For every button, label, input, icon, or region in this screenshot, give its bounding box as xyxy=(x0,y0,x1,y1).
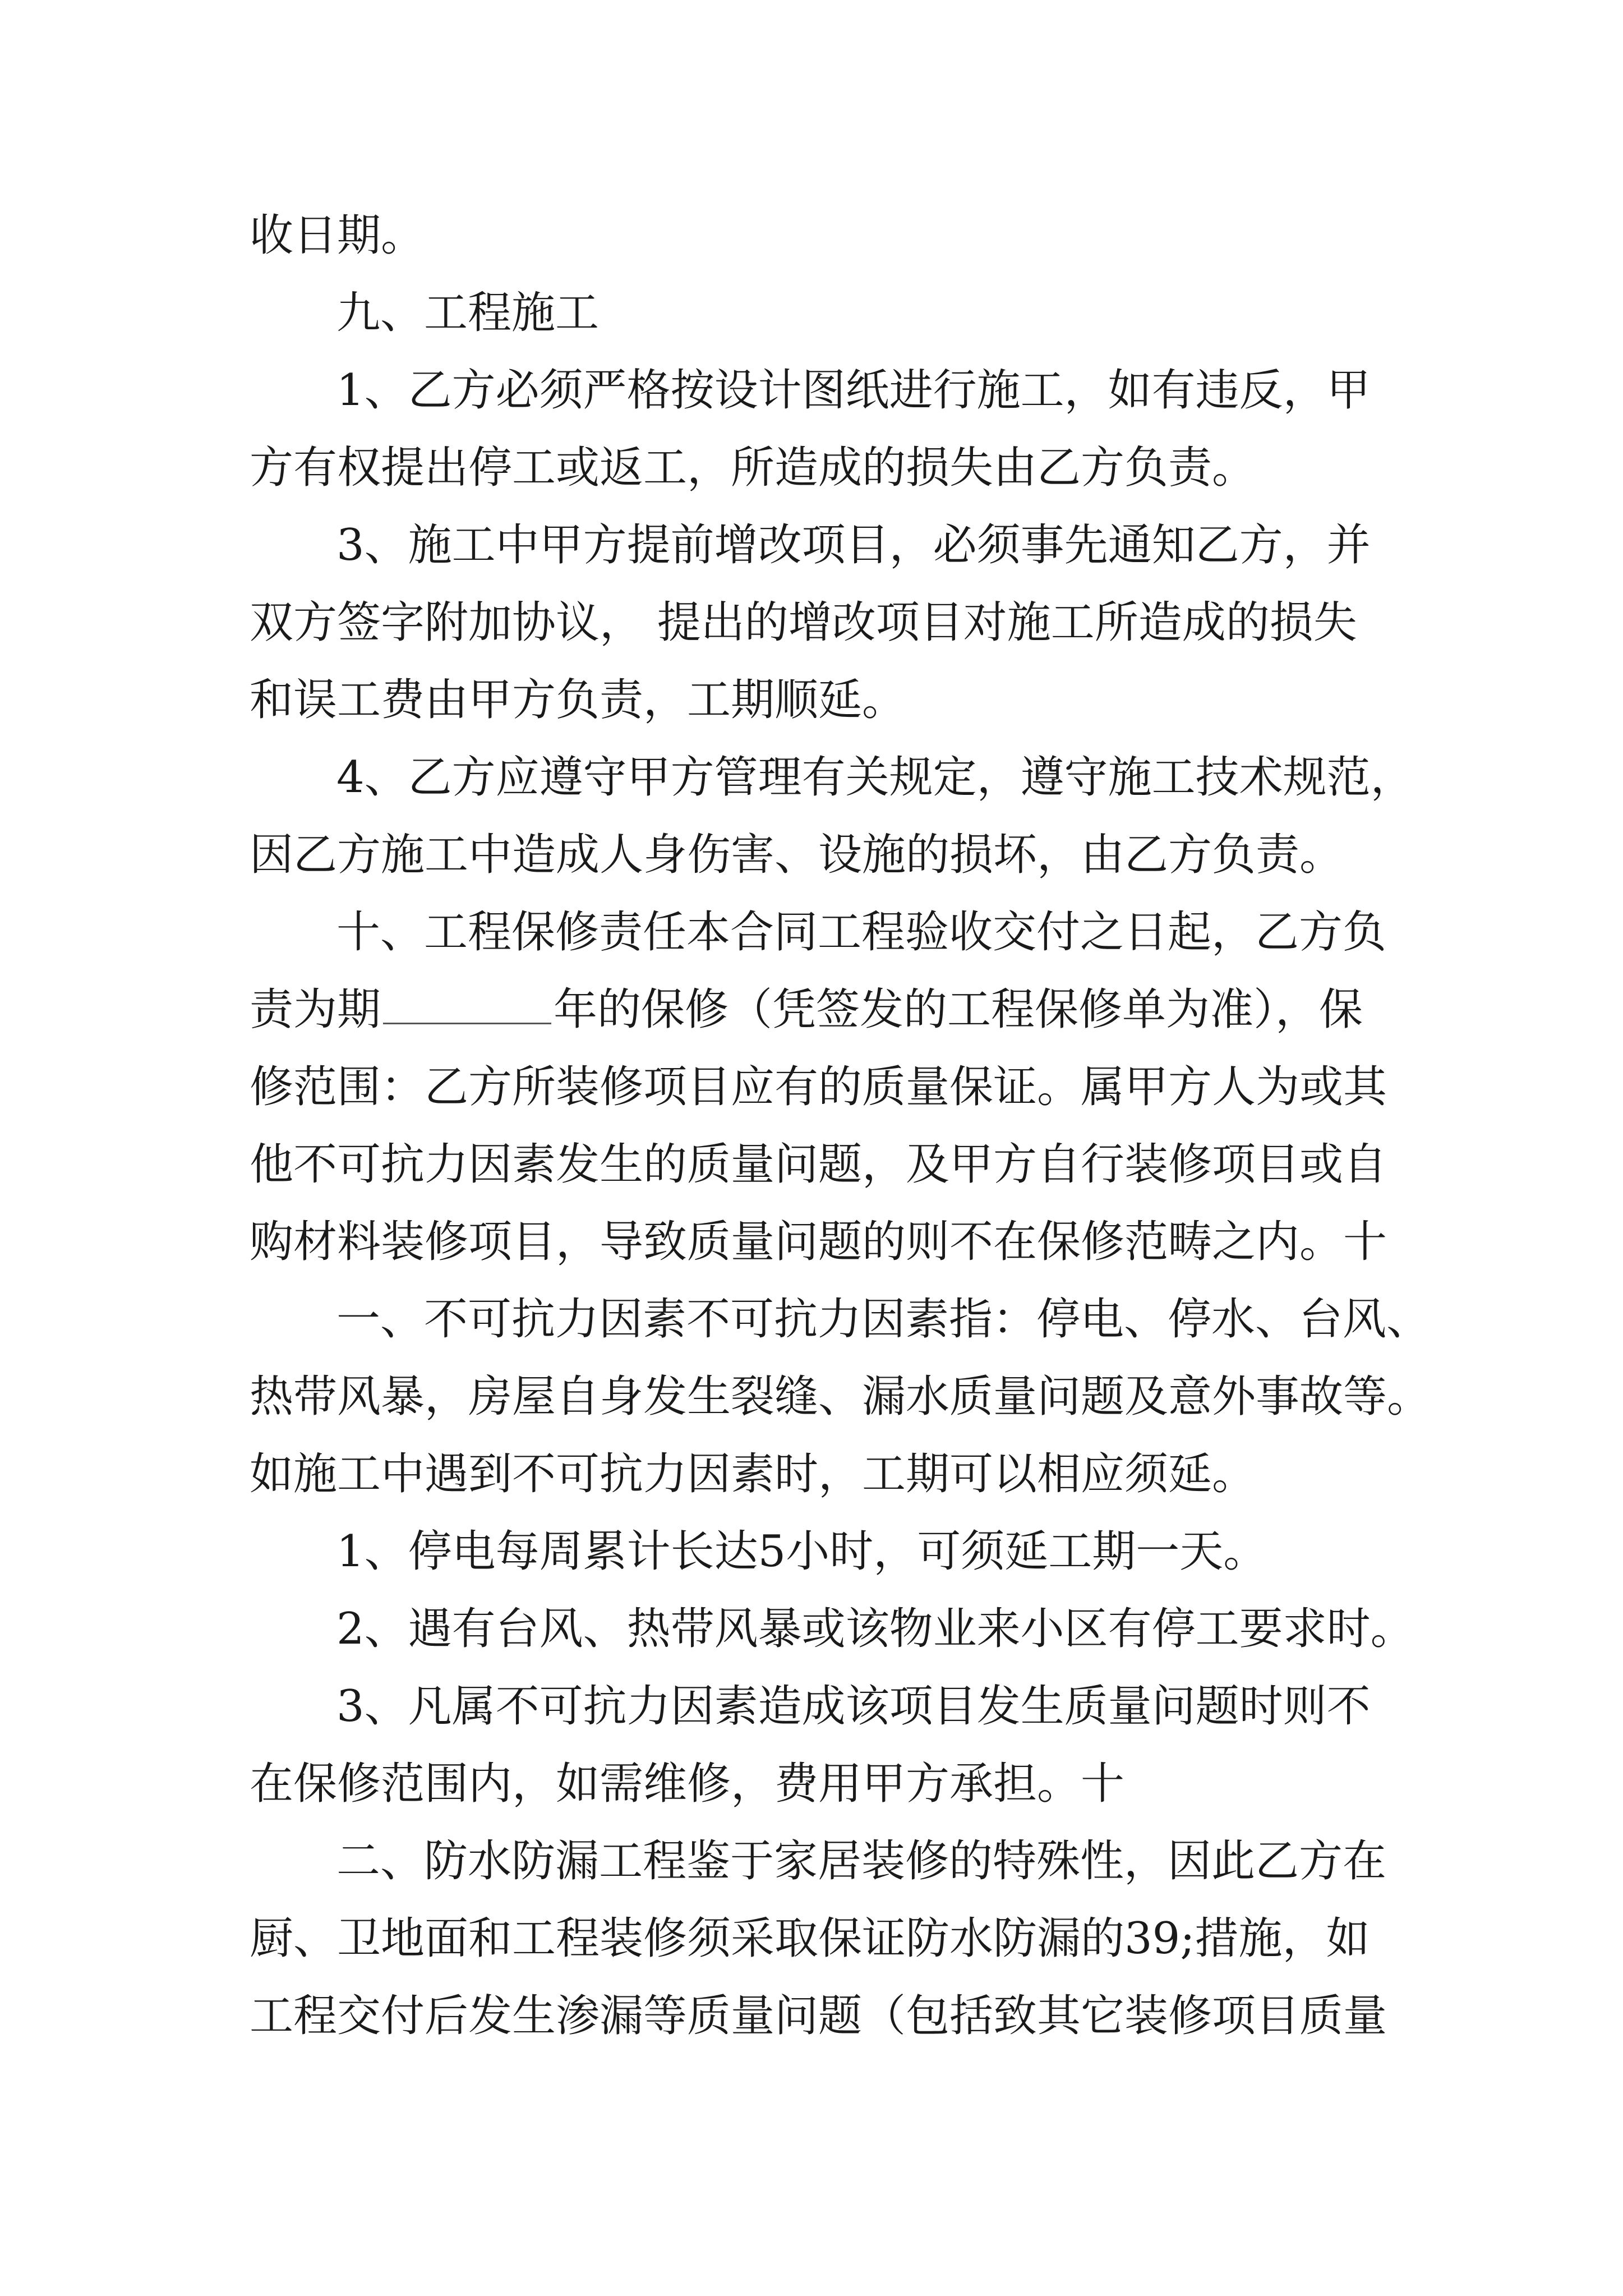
text-line: 1、乙方必须严格按设计图纸进行施工，如有违反，甲 xyxy=(336,365,1371,416)
text-line: 3、施工中甲方提前增改项目，必须事先通知乙方，并 xyxy=(336,520,1371,570)
text-line: 和误工费由甲方负责，工期顺延。 xyxy=(250,675,906,725)
text-line: 1、停电每周累计长达5小时，可须延工期一天。 xyxy=(336,1526,1267,1577)
text-line: 双方签字附加协议， 提出的增改项目对施工所造成的损失 xyxy=(250,597,1357,648)
text-line: 在保修范围内，如需维修，费用甲方承担。十 xyxy=(250,1759,1125,1809)
text-line: 他不可抗力因素发生的质量问题，及甲方自行装修项目或自 xyxy=(250,1139,1387,1190)
text-line: 方有权提出停工或返工，所造成的损失由乙方负责。 xyxy=(250,443,1256,493)
warranty-text-before: 责为期 xyxy=(250,984,381,1035)
text-line: 4、乙方应遵守甲方管理有关规定，遵守施工技术规范， xyxy=(336,752,1414,803)
text-line: 因乙方施工中造成人身伤害、设施的损坏，由乙方负责。 xyxy=(250,830,1344,880)
text-line: 2、遇有台风、热带风暴或该物业来小区有停工要求时。 xyxy=(336,1604,1414,1654)
text-line: 如施工中遇到不可抗力因素时，工期可以相应须延。 xyxy=(250,1449,1256,1499)
text-line: 购材料装修项目，导致质量问题的则不在保修范畴之内。十 xyxy=(250,1217,1387,1267)
text-line: 收日期。 xyxy=(250,210,425,261)
warranty-years-blank xyxy=(383,989,551,1024)
warranty-period-line xyxy=(250,982,1363,1038)
section-heading: 九、工程施工 xyxy=(336,288,600,338)
text-line: 3、凡属不可抗力因素造成该项目发生质量问题时则不 xyxy=(336,1681,1371,1732)
section-heading: 二、防水防漏工程鉴于家居装修的特殊性，因此乙方在 xyxy=(336,1836,1387,1887)
section-heading: 一、不可抗力因素不可抗力因素指：停电、停水、台风、 xyxy=(336,1294,1431,1345)
text-line: 热带风暴，房屋自身发生裂缝、漏水质量问题及意外事故等。 xyxy=(250,1372,1431,1422)
warranty-text-after: 年的保修（凭签发的工程保修单为准），保 xyxy=(554,984,1363,1035)
text-line: 工程交付后发生渗漏等质量问题（包括致其它装修项目质量 xyxy=(250,1991,1387,2041)
section-heading: 十、工程保修责任本合同工程验收交付之日起，乙方负 xyxy=(336,907,1387,958)
text-line: 修范围：乙方所装修项目应有的质量保证。属甲方人为或其 xyxy=(250,1062,1387,1112)
text-line: 厨、卫地面和工程装修须采取保证防水防漏的39;措施，如 xyxy=(250,1913,1370,1964)
